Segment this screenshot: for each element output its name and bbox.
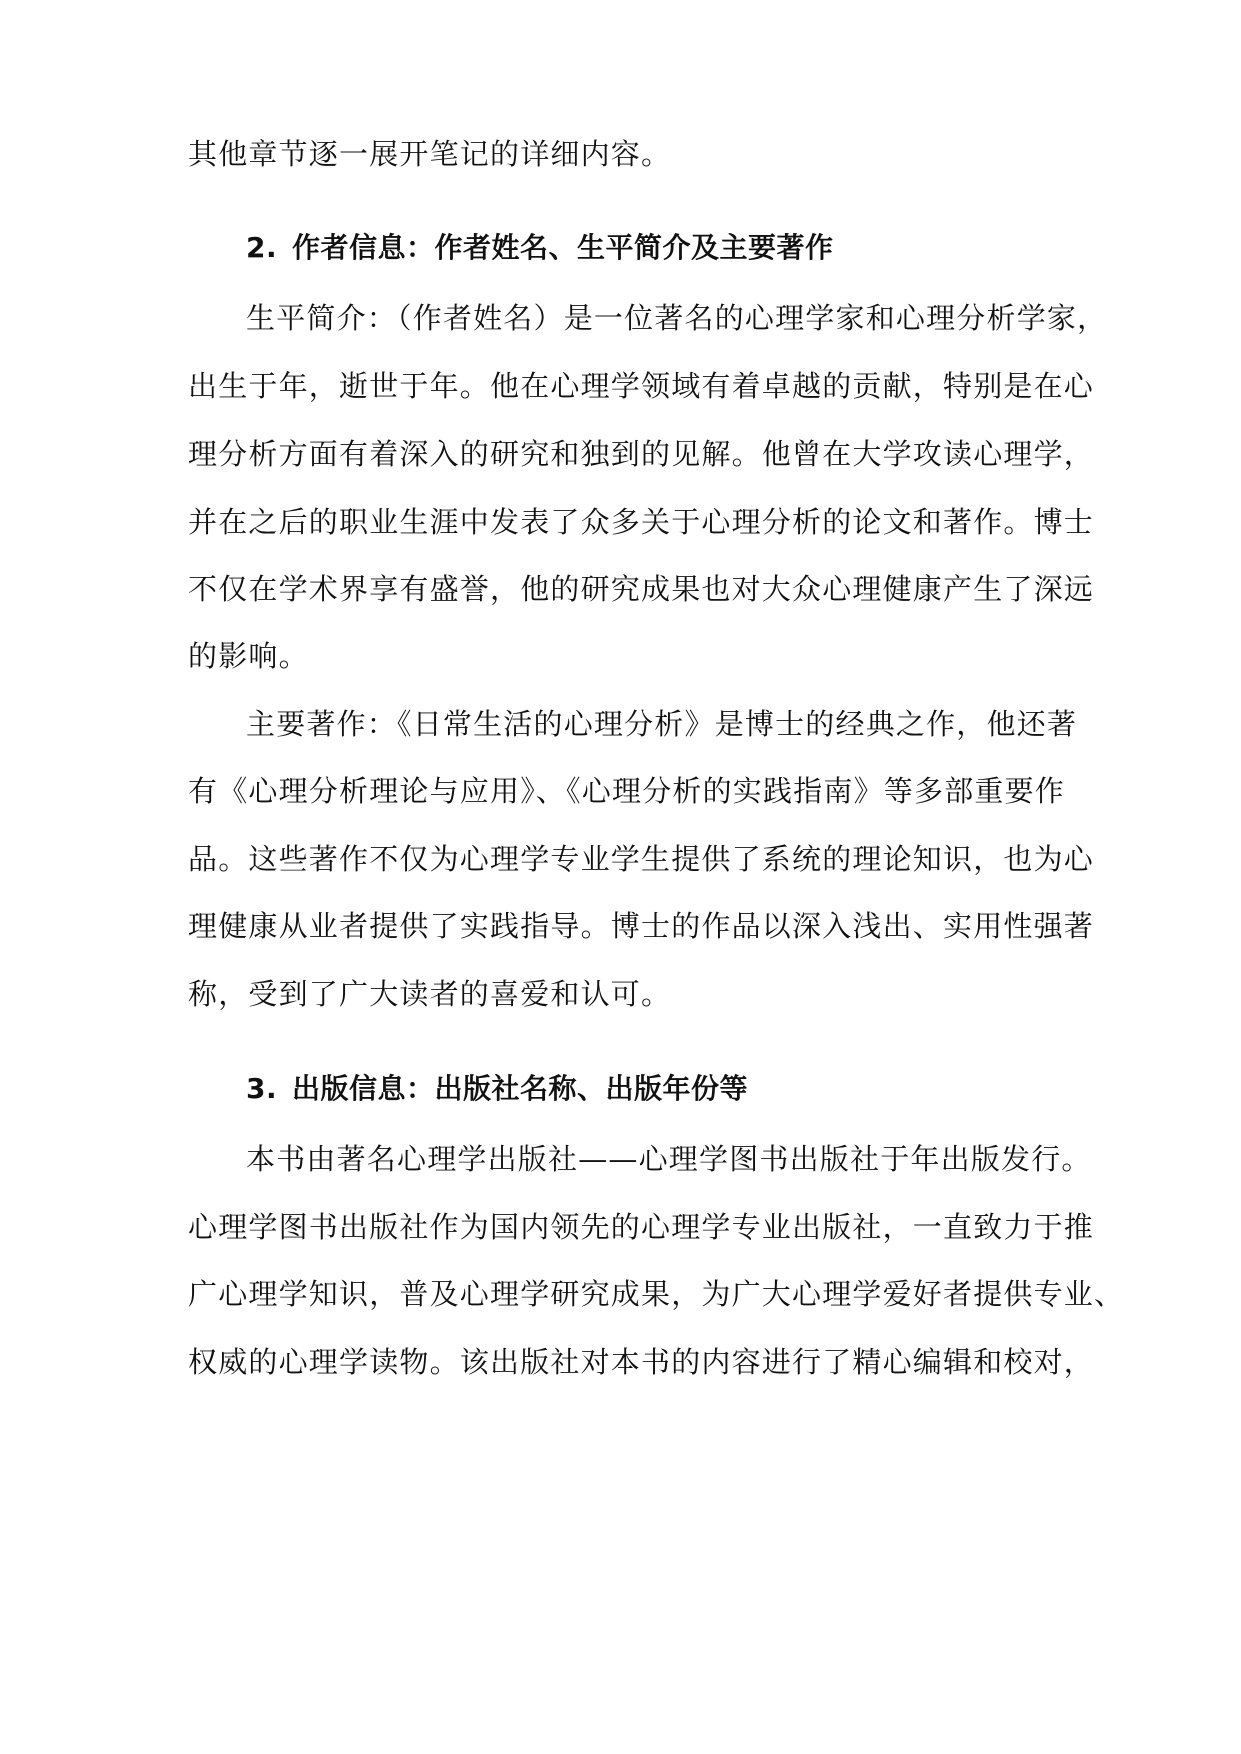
- publisher-line: 权威的心理学读物。该出版社对本书的内容进行了精心编辑和校对，: [188, 1345, 1095, 1379]
- works-line: 主要著作：《日常生活的心理分析》是博士的经典之作，他还著: [246, 707, 1078, 741]
- bio-line: 出生于年，逝世于年。他在心理学领域有着卓越的贡献，特别是在心: [188, 369, 1095, 403]
- section-2-title: 作者信息：作者姓名、生平简介及主要著作: [292, 231, 834, 264]
- publisher-line: 本书由著名心理学出版社——心理学图书出版社于年出版发行。: [246, 1142, 1092, 1176]
- publisher-line: 广心理学知识，普及心理学研究成果，为广大心理学爱好者提供专业、: [188, 1277, 1125, 1311]
- bio-line: 不仅在学术界享有盛誉，他的研究成果也对大众心理健康产生了深远: [188, 572, 1095, 606]
- publisher-line: 心理学图书出版社作为国内领先的心理学专业出版社，一直致力于推: [188, 1210, 1095, 1244]
- section-3-heading: [246, 1069, 748, 1109]
- bio-line: 理分析方面有着深入的研究和独到的见解。他曾在大学攻读心理学，: [188, 437, 1095, 471]
- document-page: [188, 0, 1125, 1754]
- section-3-title: 出版信息：出版社名称、出版年份等: [292, 1072, 749, 1105]
- section-2-number: 2.: [246, 231, 278, 264]
- works-line: 理健康从业者提供了实践指导。博士的作品以深入浅出、实用性强著: [188, 909, 1095, 943]
- bio-line: 并在之后的职业生涯中发表了众多关于心理分析的论文和著作。博士: [188, 505, 1095, 539]
- works-line: 品。这些著作不仅为心理学专业学生提供了系统的理论知识，也为心: [188, 842, 1095, 876]
- continuation-line: 其他章节逐一展开笔记的详细内容。: [188, 137, 672, 171]
- bio-line: 生平简介：（作者姓名）是一位著名的心理学家和心理分析学家，: [246, 301, 1108, 335]
- section-2-heading: [246, 228, 834, 268]
- section-3-number: 3.: [246, 1072, 278, 1105]
- works-line: 称，受到了广大读者的喜爱和认可。: [188, 977, 672, 1011]
- works-line: 有《心理分析理论与应用》、《心理分析的实践指南》等多部重要作: [188, 774, 1066, 808]
- bio-line: 的影响。: [188, 639, 309, 673]
